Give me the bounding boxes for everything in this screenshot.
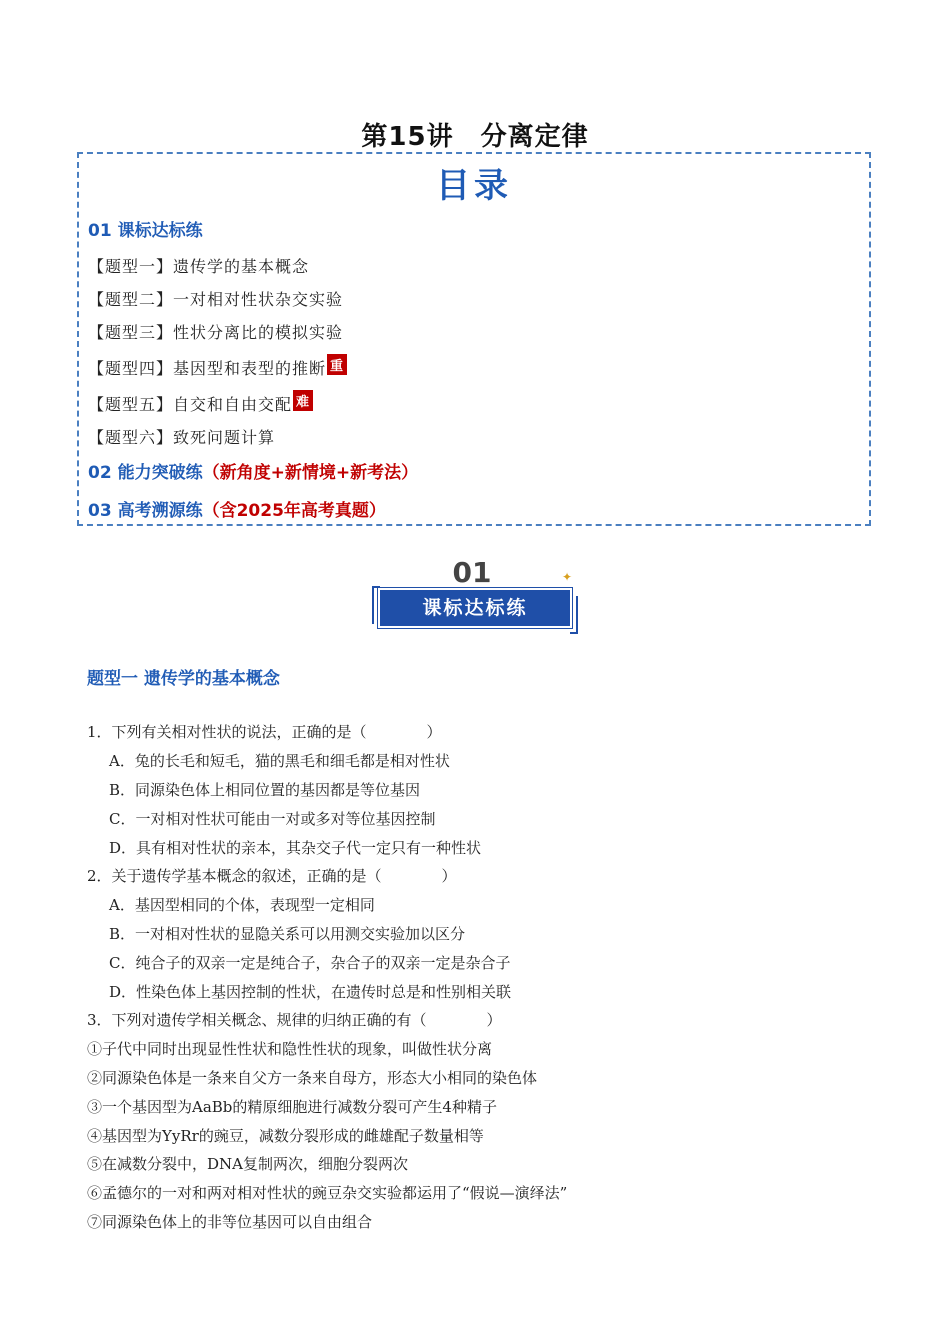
question-1-option-c: C．一对相对性状可能由一对或多对等位基因控制 xyxy=(109,810,436,828)
toc-section-3-note: （含2025年高考真题） xyxy=(202,501,386,521)
table-of-contents xyxy=(77,152,871,526)
question-2-option-c: C．纯合子的双亲一定是纯合子，杂合子的双亲一定是杂合子 xyxy=(109,954,511,972)
question-3-statement-4: ④基因型为YyRr的豌豆，减数分裂形成的雌雄配子数量相等 xyxy=(87,1127,484,1145)
question-2-option-a: A．基因型相同的个体，表现型一定相同 xyxy=(109,896,375,914)
toc-heading: 目录 xyxy=(436,166,512,206)
question-3-statement-6: ⑥孟德尔的一对和两对相对性状的豌豆杂交实验都运用了“假说—演绎法” xyxy=(87,1184,568,1202)
toc-item-label: 【题型四】基因型和表型的推断 xyxy=(88,359,327,378)
difficult-badge: 难 xyxy=(293,390,313,411)
toc-item-label: 【题型六】致死问题计算 xyxy=(88,428,276,447)
section-title: 题型一 遗传学的基本概念 xyxy=(87,669,280,689)
toc-item-label: 【题型二】一对相对性状杂交实验 xyxy=(88,290,344,309)
question-2-option-b: B．一对相对性状的显隐关系可以用测交实验加以区分 xyxy=(109,925,466,943)
toc-item-label: 【题型一】遗传学的基本概念 xyxy=(88,257,310,276)
toc-item-label: 【题型五】自交和自由交配 xyxy=(88,395,293,414)
toc-section-2-label: 02 能力突破练 xyxy=(88,463,203,483)
banner-label: 课标达标练 xyxy=(422,597,528,619)
question-1-option-d: D．具有相对性状的亲本，其杂交子代一定只有一种性状 xyxy=(109,839,482,857)
toc-section-3-label: 03 高考溯源练 xyxy=(88,501,203,521)
toc-section-2-note: （新角度+新情境+新考法） xyxy=(202,463,419,483)
question-2-option-d: D．性染色体上基因控制的性状，在遗传时总是和性别相关联 xyxy=(109,983,512,1001)
sparkle-icon: ✦ xyxy=(562,570,573,584)
toc-section-3[interactable] xyxy=(88,496,386,521)
question-2-stem: 2．关于遗传学基本概念的叙述，正确的是（ ） xyxy=(87,867,457,885)
question-1-stem: 1．下列有关相对性状的说法，正确的是（ ） xyxy=(87,723,442,741)
toc-item-2[interactable] xyxy=(88,287,343,310)
toc-item-3[interactable] xyxy=(88,320,343,343)
toc-item-1[interactable] xyxy=(88,254,309,277)
question-3-statement-5: ⑤在减数分裂中，DNA复制两次，细胞分裂两次 xyxy=(87,1155,408,1173)
banner-number: 01 xyxy=(452,556,492,589)
banner-bar xyxy=(380,590,570,626)
question-1-option-a: A．兔的长毛和短毛，猫的黑毛和细毛都是相对性状 xyxy=(109,752,450,770)
question-3-statement-1: ①子代中同时出现显性性状和隐性性状的现象，叫做性状分离 xyxy=(87,1040,493,1058)
toc-item-label: 【题型三】性状分离比的模拟实验 xyxy=(88,323,344,342)
toc-section-2[interactable] xyxy=(88,458,418,483)
page-title: 第15讲 分离定律 xyxy=(361,122,589,152)
toc-item-4[interactable] xyxy=(88,354,347,379)
question-3-statement-2: ②同源染色体是一条来自父方一条来自母方，形态大小相同的染色体 xyxy=(87,1069,538,1087)
key-point-badge: 重 xyxy=(327,354,347,375)
toc-item-6[interactable] xyxy=(88,425,275,448)
question-3-statement-7: ⑦同源染色体上的非等位基因可以自由组合 xyxy=(87,1213,373,1231)
question-3-stem: 3．下列对遗传学相关概念、规律的归纳正确的有（ ） xyxy=(87,1011,502,1029)
toc-item-5[interactable] xyxy=(88,390,313,415)
banner-bracket-right xyxy=(570,596,578,634)
section-banner xyxy=(372,556,580,634)
question-1-option-b: B．同源染色体上相同位置的基因都是等位基因 xyxy=(109,781,421,799)
question-3-statement-3: ③一个基因型为AaBb的精原细胞进行减数分裂可产生4种精子 xyxy=(87,1098,497,1116)
toc-section-1[interactable]: 01 课标达标练 xyxy=(88,221,203,241)
banner-bracket-left xyxy=(372,586,380,624)
